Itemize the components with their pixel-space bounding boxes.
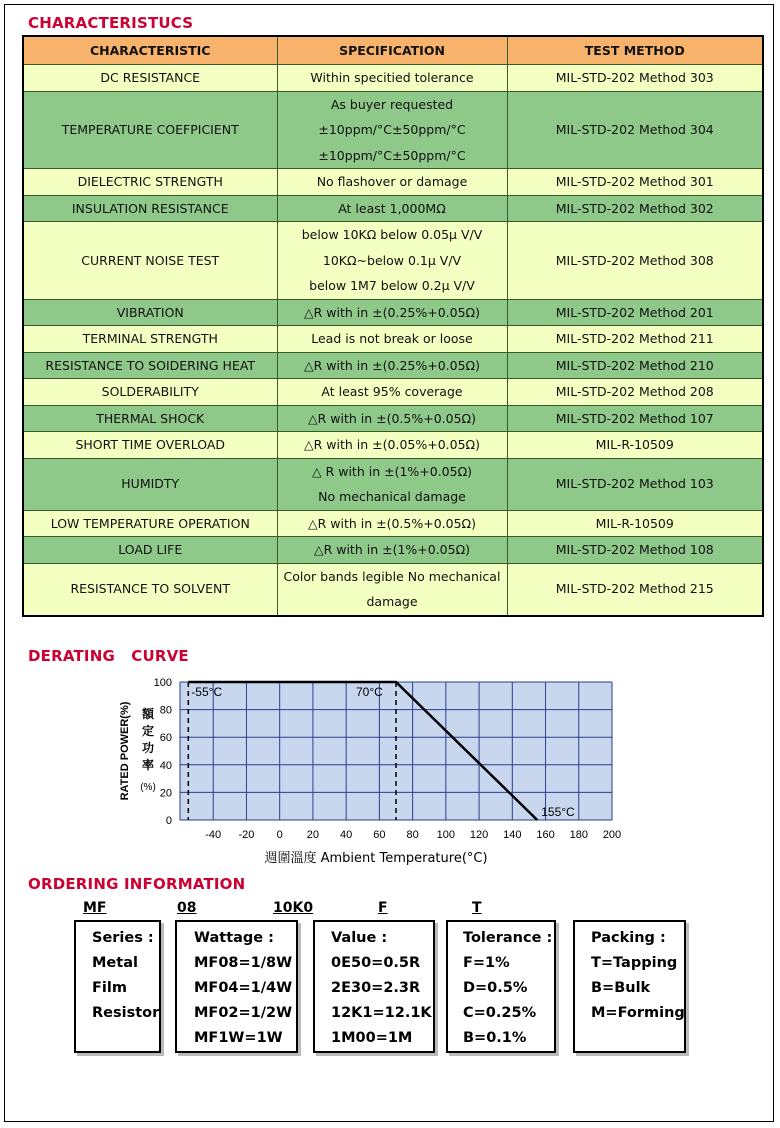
cell-specification [277, 222, 507, 300]
packing-option: M=Forming [591, 1005, 685, 1021]
x-tick-label: 100 [436, 829, 456, 841]
y-axis-label-cn-char: 率 [141, 758, 155, 772]
x-tick-label: 0 [276, 829, 283, 841]
value-option: 1M00=1M [331, 1030, 413, 1046]
cell-characteristic: LOW TEMPERATURE OPERATION [23, 510, 277, 537]
cell-characteristic: SOLDERABILITY [23, 379, 277, 406]
table-row [23, 405, 763, 432]
cell-characteristic: THERMAL SHOCK [23, 405, 277, 432]
table-row [23, 379, 763, 406]
cell-test-method: MIL-STD-202 Method 303 [507, 65, 763, 92]
table-row [23, 537, 763, 564]
derating-chart [110, 672, 630, 872]
series-line: Film [92, 980, 127, 996]
packing-option: T=Tapping [591, 955, 678, 971]
x-tick-label: 180 [569, 829, 588, 841]
table-header-row [23, 36, 763, 65]
wattage-label: Wattage : [194, 930, 274, 946]
packing-label: Packing : [591, 930, 666, 946]
y-axis-label: RATED POWER(%) [119, 701, 131, 801]
value-option: 12K1=12.1K [331, 1005, 432, 1021]
y-tick-label: 20 [159, 787, 172, 800]
table-row [23, 91, 763, 169]
table-row [23, 510, 763, 537]
table-row [23, 352, 763, 379]
specification-line: No mechanical damage [318, 489, 466, 504]
cell-test-method: MIL-STD-202 Method 301 [507, 169, 763, 196]
table-row [23, 169, 763, 196]
cell-characteristic: CURRENT NOISE TEST [23, 222, 277, 300]
tolerance-option: D=0.5% [463, 980, 528, 996]
y-tick-label: 80 [159, 704, 172, 717]
specification-line: △R with in ±(1%+0.05Ω) [313, 542, 471, 557]
table-row [23, 195, 763, 222]
table-row [23, 65, 763, 92]
value-option: 2E30=2.3R [331, 980, 421, 996]
cell-specification [277, 405, 507, 432]
cell-specification [277, 379, 507, 406]
cell-test-method: MIL-STD-202 Method 108 [507, 537, 763, 564]
cell-specification [277, 91, 507, 169]
specification-line: As buyer requested [330, 96, 454, 112]
order-code-tolerance: F [378, 900, 388, 916]
characteristics-table [22, 35, 764, 617]
tolerance-label: Tolerance : [463, 930, 553, 946]
cell-specification [277, 510, 507, 537]
wattage-option: MF08=1/8W [194, 955, 293, 971]
y-tick-label: 100 [153, 677, 172, 689]
cell-test-method: MIL-STD-202 Method 210 [507, 352, 763, 379]
series-line: Resistor [92, 1005, 160, 1021]
table-row [23, 326, 763, 353]
x-tick-label: 200 [602, 829, 622, 841]
wattage-option: MF02=1/2W [194, 1005, 293, 1021]
cell-characteristic: TEMPERATURE COEFPICIENT [23, 91, 277, 169]
cell-specification [277, 65, 507, 92]
series-label: Series : [92, 930, 154, 946]
specification-line: Color bands legible No mechanical [283, 568, 501, 584]
y-tick-label: 40 [159, 759, 172, 772]
specification-line: △R with in ±(0.25%+0.05Ω) [304, 357, 480, 373]
cell-test-method: MIL-STD-202 Method 103 [507, 458, 763, 510]
cell-test-method: MIL-STD-202 Method 304 [507, 91, 763, 169]
specification-line: No flashover or damage [316, 174, 468, 189]
series-line: Metal [92, 955, 138, 971]
specification-line: below 10KΩ below 0.05μ V/V [301, 227, 483, 242]
cell-characteristic: INSULATION RESISTANCE [23, 195, 277, 222]
specification-line: △R with in ±(0.25%+0.05Ω) [304, 304, 480, 320]
wattage-option: MF1W=1W [194, 1030, 283, 1046]
specification-line: damage [366, 594, 418, 609]
cell-test-method: MIL-STD-202 Method 208 [507, 379, 763, 406]
derating-title: DERATING CURVE [28, 647, 189, 665]
table-row [23, 458, 763, 510]
specification-line: At least 1,000MΩ [338, 200, 446, 216]
y-tick-label: 0 [165, 815, 172, 827]
x-tick-label: 20 [306, 829, 320, 841]
header-characteristic: CHARACTERISTIC [23, 36, 277, 65]
specification-line: ±10ppm/°C±50ppm/°C [318, 122, 466, 137]
annotation-155: 155°C [541, 805, 575, 819]
cell-test-method: MIL-R-10509 [507, 432, 763, 459]
order-code-value: 10K0 [273, 900, 314, 916]
specification-line: △R with in ±(0.5%+0.05Ω) [308, 515, 476, 531]
specification-line: 10KΩ~below 0.1μ V/V [322, 252, 462, 268]
ordering-title: ORDERING INFORMATION [28, 875, 246, 893]
y-axis-label-cn-char: 功 [141, 741, 155, 755]
cell-test-method: MIL-STD-202 Method 308 [507, 222, 763, 300]
table-row [23, 432, 763, 459]
cell-characteristic: DIELECTRIC STRENGTH [23, 169, 277, 196]
cell-specification [277, 432, 507, 459]
cell-specification [277, 537, 507, 564]
x-axis-label: 週圍溫度 Ambient Temperature(°C) [264, 851, 488, 866]
cell-test-method: MIL-STD-202 Method 302 [507, 195, 763, 222]
order-box-series [74, 920, 161, 1053]
x-tick-label: 120 [469, 829, 489, 841]
cell-characteristic: RESISTANCE TO SOIDERING HEAT [23, 352, 277, 379]
x-tick-label: 160 [536, 829, 555, 841]
specification-line: △R with in ±(0.05%+0.05Ω) [304, 437, 480, 452]
header-test-method: TEST METHOD [507, 36, 763, 65]
specification-line: △R with in ±(0.5%+0.05Ω) [308, 410, 476, 426]
specification-line: At least 95% coverage [321, 384, 463, 399]
cell-characteristic: RESISTANCE TO SOLVENT [23, 563, 277, 616]
specification-line: below 1M7 below 0.2μ V/V [309, 278, 475, 293]
cell-specification [277, 299, 507, 326]
cell-test-method: MIL-STD-202 Method 201 [507, 299, 763, 326]
x-tick-label: 140 [503, 829, 522, 841]
specification-line: Lead is not break or loose [311, 331, 473, 346]
x-tick-label: 80 [406, 829, 419, 841]
cell-characteristic: DC RESISTANCE [23, 65, 277, 92]
value-option: 0E50=0.5R [331, 955, 421, 971]
x-tick-label: -40 [205, 829, 222, 841]
cell-characteristic: TERMINAL STRENGTH [23, 326, 277, 353]
derating-chart-svg [110, 672, 630, 872]
order-code-wattage: 08 [177, 900, 197, 916]
wattage-option: MF04=1/4W [194, 980, 293, 996]
order-box-tolerance [446, 920, 556, 1053]
cell-characteristic: SHORT TIME OVERLOAD [23, 432, 277, 459]
order-code-series: MF [83, 900, 107, 916]
y-axis-label-cn-char: 額 [141, 707, 155, 721]
characteristics-title: CHARACTERISTUCS [28, 14, 194, 32]
annotation-minus55: -55°C [191, 685, 223, 699]
table-row [23, 299, 763, 326]
cell-test-method: MIL-STD-202 Method 107 [507, 405, 763, 432]
order-box-value [313, 920, 435, 1053]
table-row [23, 222, 763, 300]
cell-test-method: MIL-R-10509 [507, 510, 763, 537]
specification-line: △ R with in ±(1%+0.05Ω) [311, 463, 473, 479]
y-tick-label: 60 [159, 732, 172, 745]
y-axis-unit: (%) [140, 782, 156, 793]
table-row [23, 563, 763, 616]
packing-option: B=Bulk [591, 980, 651, 996]
y-axis-label-cn-char: 定 [141, 724, 155, 738]
value-label: Value : [331, 930, 388, 946]
header-specification: SPECIFICATION [277, 36, 507, 65]
specification-line: Within specitied tolerance [310, 70, 474, 85]
cell-specification [277, 326, 507, 353]
x-tick-label: -20 [238, 829, 255, 841]
tolerance-option: F=1% [463, 955, 510, 971]
cell-characteristic: VIBRATION [23, 299, 277, 326]
order-box-wattage [175, 920, 298, 1053]
specification-line: ±10ppm/°C±50ppm/°C [318, 147, 466, 163]
x-tick-label: 40 [340, 829, 353, 841]
cell-specification [277, 195, 507, 222]
order-code-packing: T [472, 900, 482, 916]
cell-characteristic: HUMIDTY [23, 458, 277, 510]
cell-specification [277, 563, 507, 616]
annotation-70: 70°C [356, 685, 383, 699]
x-tick-label: 60 [373, 829, 386, 841]
cell-characteristic: LOAD LIFE [23, 537, 277, 564]
order-box-packing [573, 920, 686, 1053]
tolerance-option: B=0.1% [463, 1030, 527, 1046]
cell-specification [277, 169, 507, 196]
tolerance-option: C=0.25% [463, 1005, 537, 1021]
cell-test-method: MIL-STD-202 Method 215 [507, 563, 763, 616]
cell-specification [277, 352, 507, 379]
cell-specification [277, 458, 507, 510]
cell-test-method: MIL-STD-202 Method 211 [507, 326, 763, 353]
